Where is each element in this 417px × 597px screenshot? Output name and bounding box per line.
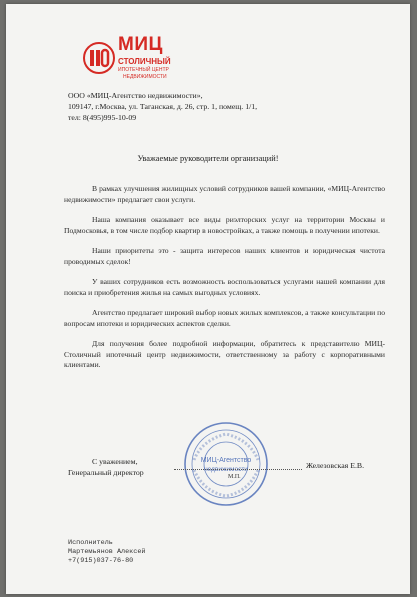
signer-name: Железовская Е.В. xyxy=(306,461,365,470)
letter-page xyxy=(6,4,410,594)
signature-line xyxy=(174,469,302,470)
paragraph: Наша компания оказывает все виды риэлторских услуг на территории Москвы и Подмосковья, в том числе подбор квартир в новостройках, а также помощь в получении ипотеки. xyxy=(64,215,385,235)
executor-label: Исполнитель xyxy=(68,539,113,547)
closing-phrase: С уважением, xyxy=(92,457,138,466)
paragraph: Для получения более подробной информации, обратитесь к представителю МИЦ-Столичный ипотечный центр недвижимости, ответственному за работу с корпоративными клиентами. xyxy=(64,339,385,369)
seal-place-label: М.П. xyxy=(228,474,241,480)
company-stamp xyxy=(182,420,270,508)
logo-brand: МИЦ xyxy=(118,34,163,55)
paragraph: Наши приоритеты это - защита интересов наших клиентов и юридическая чистота проводимых сделок! xyxy=(64,246,385,266)
logo-line1: СТОЛИЧНЫЙ xyxy=(118,57,171,66)
logo-line3: НЕДВИЖИМОСТИ xyxy=(123,74,167,80)
logo-emblem-icon xyxy=(83,42,115,74)
greeting: Уважаемые руководители организаций! xyxy=(137,154,279,163)
logo-line2: ИПОТЕЧНЫЙ ЦЕНТР xyxy=(118,67,169,73)
paragraph: В рамках улучшения жилищных условий сотрудников вашей компании, «МИЦ-Агентство недвижимости» предлагает свои услуги. xyxy=(64,184,385,204)
stamp-text-line2: недвижимости xyxy=(204,466,248,473)
phone-number: тел: 8(495)995-10-09 xyxy=(68,113,137,122)
paragraph: Агентство предлагает широкий выбор новых жилых комплексов, а также консультации по вопросам ипотеки и юридических аспектов сделки. xyxy=(64,308,385,328)
sender-address xyxy=(68,90,257,123)
paragraph: У ваших сотрудников есть возможность воспользоваться услугами нашей компании для поиска и приобретения жилья на самых выгодных условиях. xyxy=(64,277,385,297)
signer-position: Генеральный директор xyxy=(68,467,144,477)
letter-body xyxy=(64,184,385,381)
executor-phone: +7(915)037-76-80 xyxy=(68,557,134,565)
executor-name: Мартемьянов Алексей xyxy=(68,548,146,556)
stamp-text-line1: МИЦ-Агентство xyxy=(200,457,252,464)
signature-block xyxy=(68,457,144,478)
company-logo xyxy=(83,34,193,84)
company-name: ООО «МИЦ-Агентство недвижимости», xyxy=(68,91,203,100)
executor-block xyxy=(68,539,146,566)
street-address: 109147, г.Москва, ул. Таганская, д. 26, стр. 1, помещ. 1/1, xyxy=(68,102,258,111)
